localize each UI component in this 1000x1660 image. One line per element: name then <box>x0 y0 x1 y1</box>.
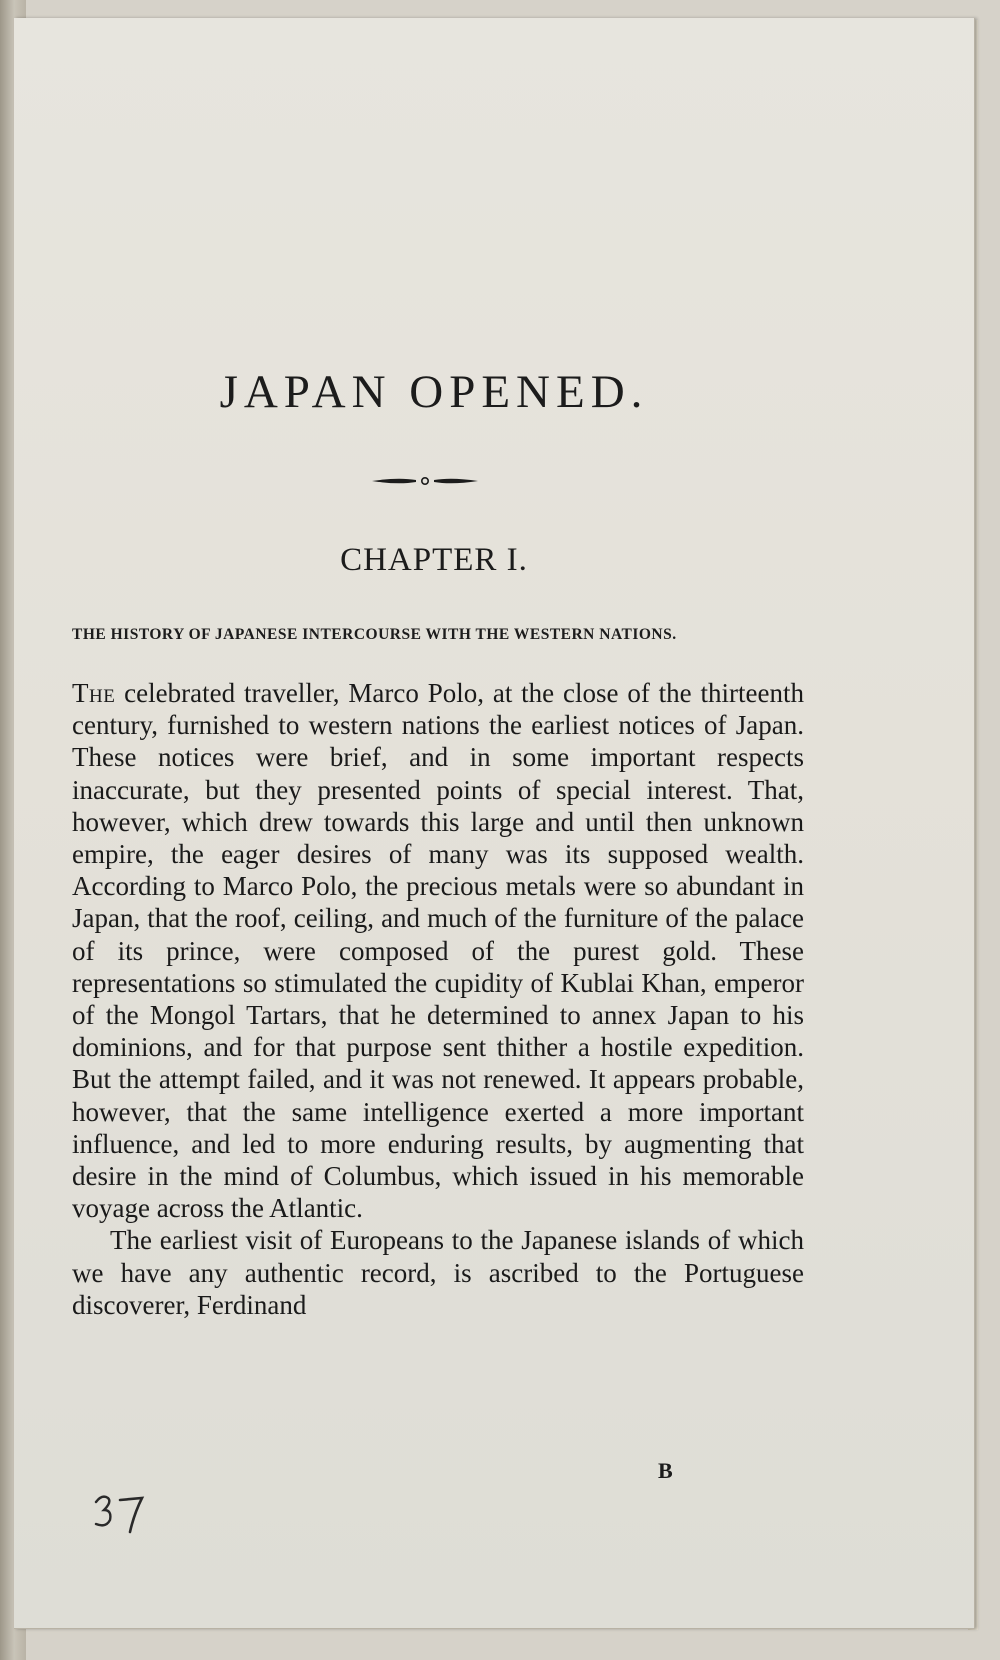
paragraph-opening-word: The <box>72 678 116 708</box>
signature-mark: B <box>658 1458 673 1483</box>
paragraph-1 <box>72 677 804 1224</box>
paragraph-2: The earliest visit of Europeans to the Japanese islands of which we have any authentic record, is ascribed to the Portuguese discoverer, Ferdinand <box>72 1225 804 1320</box>
book-title: JAPAN OPENED. <box>219 366 649 418</box>
handwritten-page-number <box>88 1480 158 1540</box>
chapter-subtitle: THE HISTORY OF JAPANESE INTERCOURSE WITH THE WESTERN NATIONS. <box>72 626 677 643</box>
body-text <box>72 677 804 1321</box>
chapter-heading: CHAPTER I. <box>340 542 528 578</box>
paragraph-1-text: celebrated traveller, Marco Polo, at the close of the thirteenth century, furnished to western nations the earliest notices of Japan. These notices were brief, and in some important respects inaccurate, but they presented points of special interest. That, however, which drew towards this large and until then unknown empire, the eager desires of many was its supposed wealth. According to Marco Polo, the precious metals were so abundant in Japan, that the roof, ceiling, and much of the furniture of the palace of its prince, were composed of the purest gold. These representations so stimulated the cupidity of Kublai Khan, emperor of the Mongol Tartars, that he determined to annex Japan to his dominions, and for that purpose sent thither a hostile expedition. But the attempt failed, and it was not renewed. It appears probable, however, that the same intelligence exerted a more important influence, and led to more enduring results, by augmenting that desire in the mind of Columbus, which issued in his memorable voyage across the Atlantic. <box>72 678 804 1224</box>
ornament-divider <box>370 473 480 489</box>
